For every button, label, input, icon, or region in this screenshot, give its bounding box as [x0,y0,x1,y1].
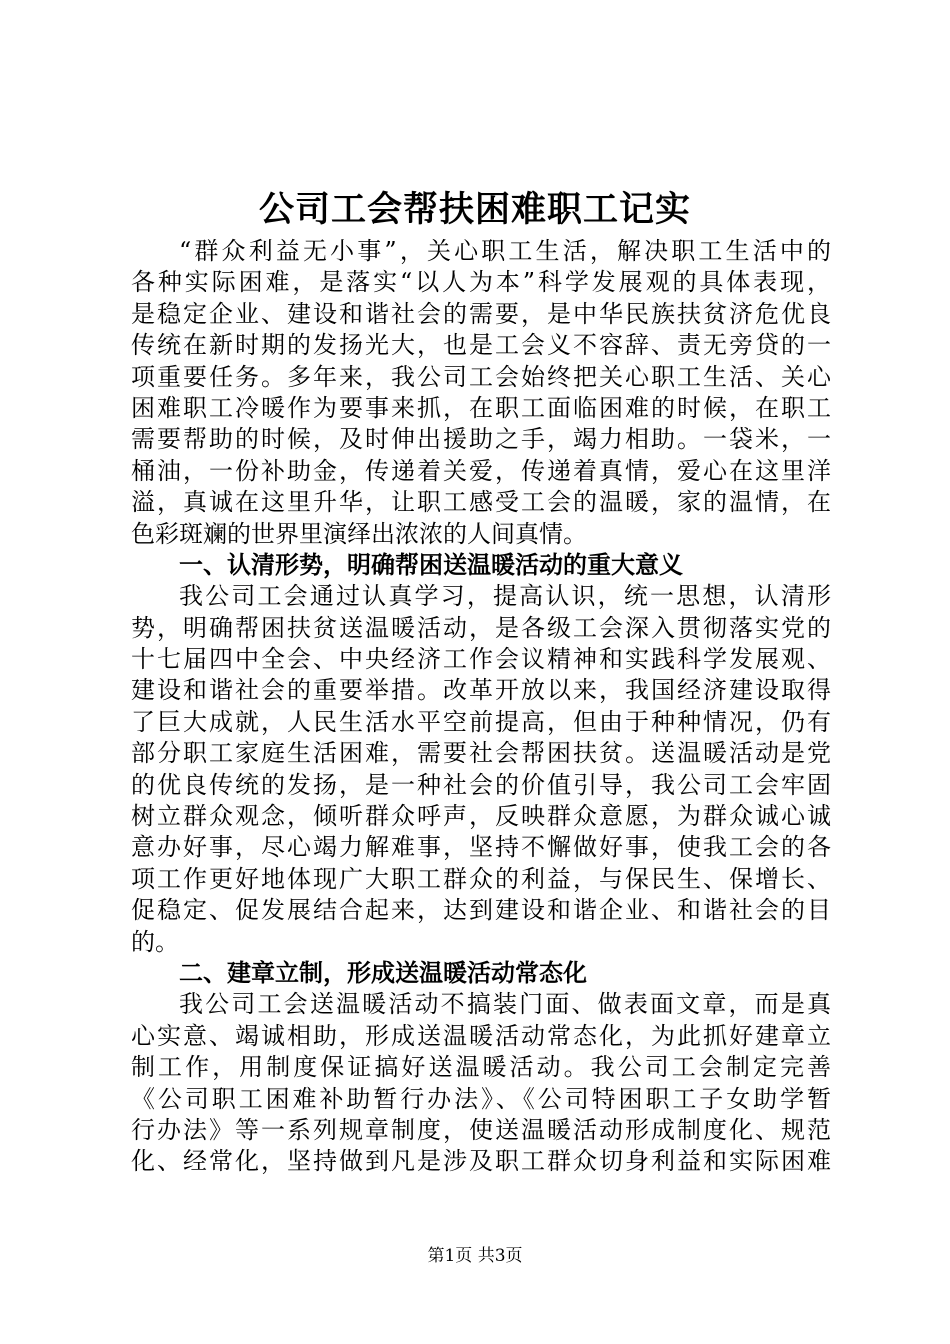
text-line: 行办法》等一系列规章制度，使送温暖活动形成制度化、规范 [131,1115,831,1144]
text-line: 桶油，一份补助金，传递着关爱，传递着真情，爱心在这里洋 [131,456,831,485]
text-line: “群众利益无小事”，关心职工生活，解决职工生活中的 [179,237,831,265]
section-heading: 一、认清形势，明确帮困送温暖活动的重大意义 [179,550,683,579]
text-line: 十七届四中全会、中央经济工作会议精神和实践科学发展观、 [131,645,831,674]
document-body [131,236,831,1178]
text-line: 溢，真诚在这里升华，让职工感受工会的温暖，家的温情，在 [131,488,831,517]
text-line: 项工作更好地体现广大职工群众的利益，与保民生、保增长、 [131,864,831,893]
paragraph [131,236,831,550]
text-line: 制工作，用制度保证搞好送温暖活动。我公司工会制定完善 [131,1053,831,1082]
section-heading: 二、建章立制，形成送温暖活动常态化 [179,958,587,987]
text-line: 的优良传统的发扬，是一种社会的价值引导，我公司工会牢固 [131,770,831,799]
paragraph [131,989,831,1177]
text-line: 《公司职工困难补助暂行办法》、《公司特困职工子女助学暂 [131,1084,831,1113]
text-line: 传统在新时期的发扬光大，也是工会义不容辞、责无旁贷的一 [131,331,831,360]
text-line: 促稳定、促发展结合起来，达到建设和谐企业、和谐社会的目 [131,896,831,925]
page-footer: 第1页 共3页 [427,1246,523,1266]
text-line: 色彩斑斓的世界里演绎出浓浓的人间真情。 [131,519,587,548]
text-line: 化、经常化，坚持做到凡是涉及职工群众切身利益和实际困难 [131,1147,831,1176]
paragraph [131,581,831,958]
text-line: 了巨大成就，人民生活水平空前提高，但由于种种情况，仍有 [131,707,831,736]
text-line: 我公司工会通过认真学习，提高认识，统一思想，认清形 [179,582,831,611]
text-line: 心实意、竭诚相助，形成送温暖活动常态化，为此抓好建章立 [131,1021,831,1050]
text-line: 困难职工冷暖作为要事来抓，在职工面临困难的时候，在职工 [131,393,831,422]
text-line: 需要帮助的时候，及时伸出援助之手，竭力相助。一袋米，一 [131,425,831,454]
text-line: 是稳定企业、建设和谐社会的需要，是中华民族扶贫济危优良 [131,299,831,328]
text-line: 我公司工会送温暖活动不搞装门面、做表面文章，而是真 [179,990,831,1019]
text-line: 项重要任务。多年来，我公司工会始终把关心职工生活、关心 [131,362,831,391]
text-line: 部分职工家庭生活困难，需要社会帮困扶贫。送温暖活动是党 [131,739,831,768]
text-line: 建设和谐社会的重要举措。改革开放以来，我国经济建设取得 [131,676,831,705]
document-title: 公司工会帮扶困难职工记实 [258,190,691,230]
text-line: 的。 [131,927,179,956]
text-line: 意办好事，尽心竭力解难事，坚持不懈做好事，使我工会的各 [131,833,831,862]
text-line: 各种实际困难，是落实“以人为本”科学发展观的具体表现， [131,268,831,297]
text-line: 势，明确帮困扶贫送温暖活动，是各级工会深入贯彻落实党的 [131,613,831,642]
text-line: 树立群众观念，倾听群众呼声，反映群众意愿，为群众诚心诚 [131,802,831,831]
